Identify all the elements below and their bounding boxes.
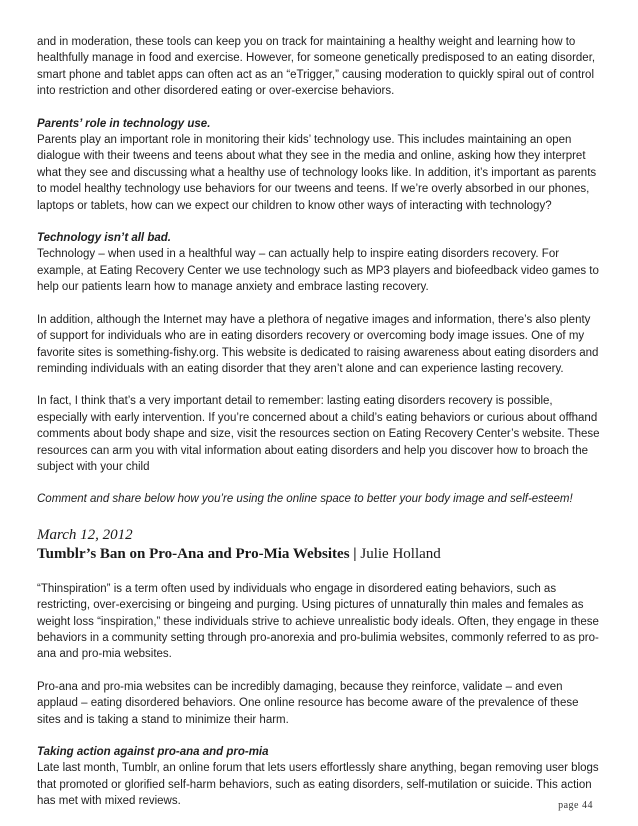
document-page bbox=[37, 34, 603, 826]
post-title-line bbox=[37, 544, 603, 564]
post-date: March 12, 2012 bbox=[37, 526, 133, 543]
action-body: Late last month, Tumblr, an online forum that lets users effortlessly share anything, began removing user blogs that promoted or glorified self-harm behaviors, such as eating disorders, self-mutilation or suicide. This action has met with mixed reviews. bbox=[37, 762, 599, 808]
thinspiration-paragraph: “Thinspiration” is a term often used by individuals who engage in disordered eating behaviors, such as restricting, over-exercising or bingeing and purging. Using pictures of unnaturally thin males and females as weight loss “inspiration,” these individuals strive to achieve unrealistic body ideals. Often, they engage in these behaviors in a community setting through pro-anorexia and pro-bulimia websites, commonly referred to as pro-ana and pro-mia websites. bbox=[37, 582, 599, 661]
internet-paragraph: In addition, although the Internet may have a plethora of negative images and information, there’s also plenty of support for individuals who are in eating disorders recovery or overcoming body image issues. One of my favorite sites is something-fishy.org. This website is dedicated to raising awareness about eating disorders and reminding individuals with an eating disorder that they aren’t alone and can experience lasting recovery. bbox=[37, 313, 599, 375]
comment-prompt: Comment and share below how you’re using the online space to better your body image and self-esteem! bbox=[37, 493, 573, 506]
intro-paragraph: and in moderation, these tools can keep you on track for maintaining a healthy weight and learning how to healthfully manage in food and exercise. However, for someone genetically predisposed to an eating disorder, smart phone and tablet apps can often act as an “eTrigger,” causing moderation to quickly spiral out of control into restriction and other disordered eating or over-exercise behaviors. bbox=[37, 36, 596, 98]
damaging-paragraph: Pro-ana and pro-mia websites can be incredibly damaging, because they reinforce, validate – and even applaud – eating disordered behaviors. One online resource has become aware of the prevalence of these sites and is taking a stand to minimize their harm. bbox=[37, 680, 579, 726]
action-section bbox=[37, 744, 603, 810]
post-title: Tumblr’s Ban on Pro-Ana and Pro-Mia Websites bbox=[37, 545, 350, 562]
title-separator: | bbox=[349, 545, 361, 562]
fact-paragraph: In fact, I think that’s a very important detail to remember: lasting eating disorders recovery is possible, especially with early intervention. If you’re concerned about a child’s eating behaviors or curious about offhand comments about body shape and size, visit the resources section on Eating Recovery Center’s website. These resources can arm you with vital information about eating disorders and help you discover how to broach the subject with your child bbox=[37, 395, 600, 473]
technology-body: Technology – when used in a healthful way – can actually help to inspire eating disorders recovery. For example, at Eating Recovery Center we use technology such as MP3 players and biofeedback video games to help our patients learn how to manage anxiety and embrace lasting recovery. bbox=[37, 248, 599, 294]
page-number: page 44 bbox=[558, 800, 593, 811]
parents-body: Parents play an important role in monitoring their kids’ technology use. This includes maintaining an open dialogue with their tweens and teens about what they see in the media and online, asking how they interpret what they see and discussing what a healthy use of technology looks like. In addition, it’s important as parents to model healthy technology use behaviors for our tweens and teens. If we’re overly absorbed in our phones, laptops or tablets, how can we expect our children to know other ways of interacting with technology? bbox=[37, 134, 597, 212]
post-author: Julie Holland bbox=[360, 545, 441, 562]
technology-heading: Technology isn’t all bad. bbox=[37, 232, 171, 245]
technology-section bbox=[37, 230, 603, 296]
parents-heading: Parents’ role in technology use. bbox=[37, 117, 211, 130]
parents-section bbox=[37, 116, 603, 214]
action-heading: Taking action against pro-ana and pro-mia bbox=[37, 746, 269, 758]
